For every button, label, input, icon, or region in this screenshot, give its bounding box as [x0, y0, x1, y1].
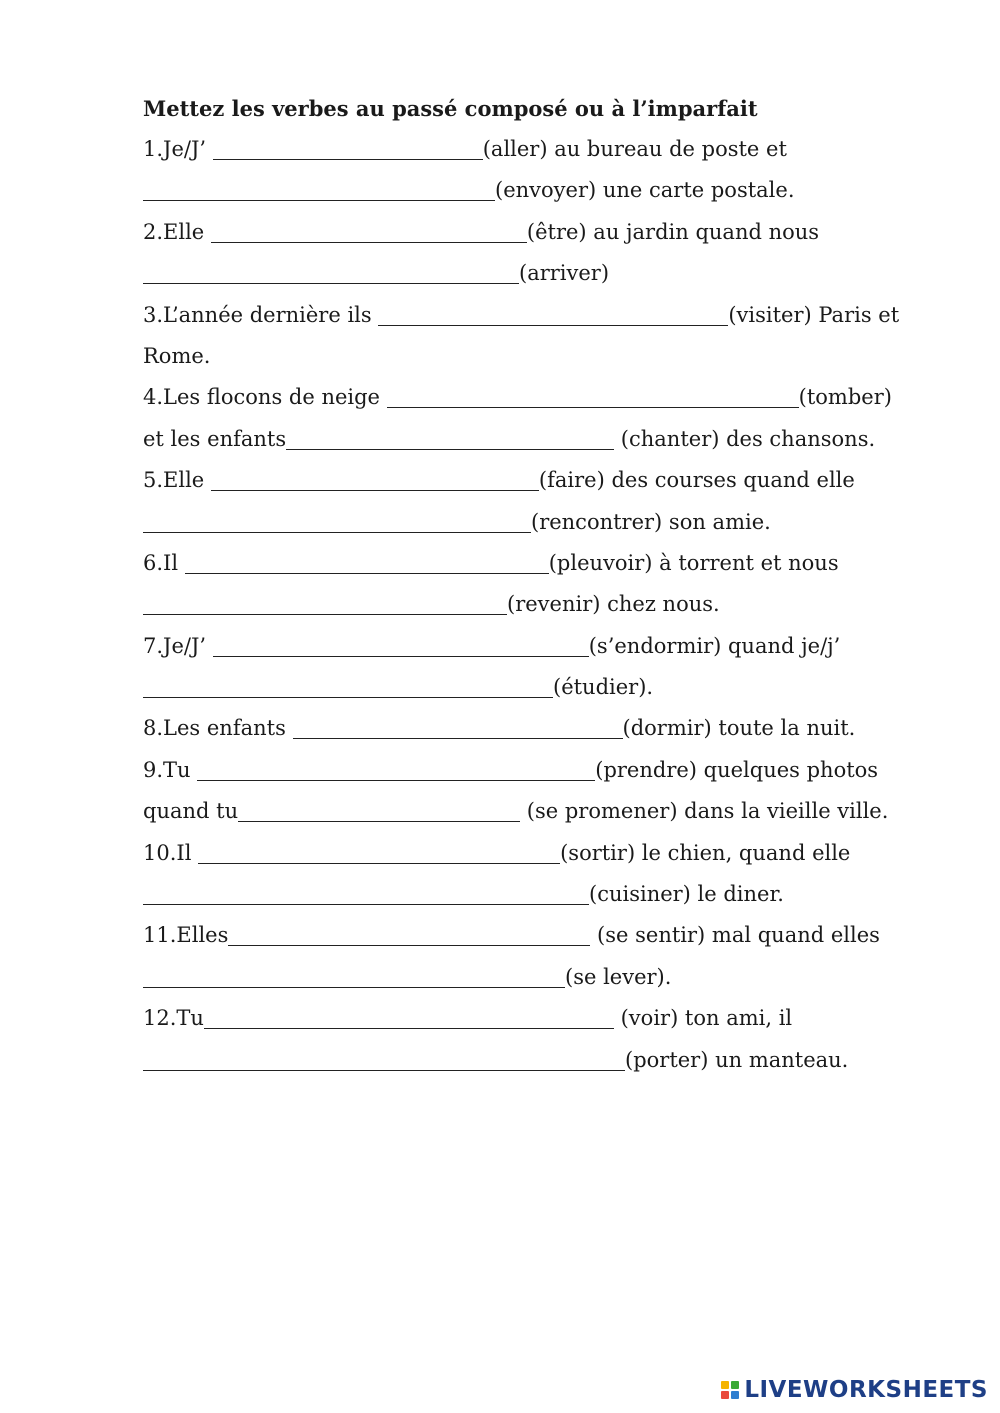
answer-blank[interactable] — [143, 175, 495, 201]
exercise-text: 3.L’année dernière ils — [143, 302, 379, 327]
exercise-6 — [143, 543, 943, 626]
exercise-9 — [143, 750, 943, 833]
verb-hint: (se promener) dans la vieille ville. — [520, 799, 889, 824]
logo-square-blue — [731, 1391, 739, 1399]
verb-hint: (se sentir) mal quand elles — [590, 923, 880, 948]
answer-blank[interactable] — [185, 548, 549, 574]
exercise-1 — [143, 129, 943, 212]
exercise-line — [143, 957, 943, 998]
answer-blank[interactable] — [378, 300, 728, 326]
exercise-text: 5.Elle — [143, 468, 211, 493]
exercise-8 — [143, 708, 943, 749]
exercise-line — [143, 460, 943, 501]
answer-blank[interactable] — [387, 382, 799, 408]
exercise-line — [143, 584, 943, 625]
answer-blank[interactable] — [211, 217, 527, 243]
answer-blank[interactable] — [213, 631, 589, 657]
answer-blank[interactable] — [143, 879, 589, 905]
exercise-line — [143, 419, 943, 460]
exercise-text: 4.Les flocons de neige — [143, 385, 387, 410]
exercise-line — [143, 129, 943, 170]
exercise-line — [143, 502, 943, 543]
exercise-3 — [143, 295, 943, 378]
liveworksheets-footer — [721, 1377, 988, 1403]
exercise-12 — [143, 998, 943, 1081]
exercise-text: 2.Elle — [143, 219, 211, 244]
exercise-10 — [143, 833, 943, 916]
exercise-line — [143, 833, 943, 874]
verb-hint: (étudier). — [553, 675, 654, 700]
answer-blank[interactable] — [228, 920, 590, 946]
verb-hint: (voir) ton ami, il — [613, 1006, 793, 1031]
exercise-line — [143, 1040, 943, 1081]
exercise-11 — [143, 915, 943, 998]
exercise-line — [143, 791, 943, 832]
exercise-4 — [143, 377, 943, 460]
verb-hint: (se lever). — [565, 964, 672, 989]
verb-hint: (être) au jardin quand nous — [526, 219, 820, 244]
exercise-2 — [143, 212, 943, 295]
exercise-line — [143, 170, 943, 211]
liveworksheets-brand: LIVEWORKSHEETS — [744, 1377, 988, 1403]
exercise-line — [143, 915, 943, 956]
exercise-text: Rome. — [143, 343, 211, 368]
verb-hint: (tomber) — [798, 385, 892, 410]
answer-blank[interactable] — [211, 465, 539, 491]
verb-hint: (visiter) Paris et — [728, 302, 900, 327]
exercise-line — [143, 667, 943, 708]
verb-hint: (envoyer) une carte postale. — [495, 178, 795, 203]
worksheet-title: Mettez les verbes au passé composé ou à l’imparfait — [143, 96, 758, 121]
answer-blank[interactable] — [238, 796, 520, 822]
answer-blank[interactable] — [143, 672, 553, 698]
exercise-text: et les enfants — [143, 426, 287, 451]
answer-blank[interactable] — [204, 1003, 614, 1029]
verb-hint: (pleuvoir) à torrent et nous — [548, 550, 839, 575]
exercise-list — [143, 129, 943, 1081]
exercise-line — [143, 295, 943, 336]
exercise-line — [143, 998, 943, 1039]
exercise-text: 1.Je/J’ — [143, 137, 213, 161]
exercise-text: 7.Je/J’ — [143, 633, 213, 658]
verb-hint: (aller) au bureau de poste et — [482, 137, 787, 161]
answer-blank[interactable] — [286, 424, 614, 450]
answer-blank[interactable] — [143, 589, 507, 615]
exercise-text: 12.Tu — [143, 1006, 204, 1031]
exercise-7 — [143, 626, 943, 709]
exercise-line — [143, 543, 943, 584]
exercise-line — [143, 253, 943, 294]
logo-square-red — [721, 1391, 729, 1399]
answer-blank[interactable] — [213, 134, 483, 160]
exercise-5 — [143, 460, 943, 543]
answer-blank[interactable] — [143, 258, 519, 284]
exercise-line — [143, 626, 943, 667]
verb-hint: (arriver) — [519, 261, 610, 286]
exercise-line — [143, 336, 943, 377]
answer-blank[interactable] — [293, 713, 623, 739]
exercise-line — [143, 708, 943, 749]
exercise-text: quand tu — [143, 799, 239, 824]
exercise-text: 11.Elles — [143, 923, 229, 948]
verb-hint: (faire) des courses quand elle — [538, 468, 855, 493]
answer-blank[interactable] — [143, 1045, 625, 1071]
logo-square-yellow — [721, 1381, 729, 1389]
exercise-text: 10.Il — [143, 840, 199, 865]
verb-hint: (sortir) le chien, quand elle — [560, 840, 851, 865]
verb-hint: (cuisiner) le diner. — [589, 882, 784, 907]
exercise-line — [143, 874, 943, 915]
exercise-text: 6.Il — [143, 550, 185, 575]
exercise-line — [143, 212, 943, 253]
logo-square-green — [731, 1381, 739, 1389]
exercise-line — [143, 750, 943, 791]
liveworksheets-logo-icon — [721, 1381, 739, 1399]
exercise-text: 9.Tu — [143, 757, 198, 782]
answer-blank[interactable] — [143, 962, 565, 988]
verb-hint: (s’endormir) quand je/j’ — [588, 633, 841, 658]
answer-blank[interactable] — [198, 838, 560, 864]
verb-hint: (prendre) quelques photos — [595, 757, 879, 782]
verb-hint: (rencontrer) son amie. — [531, 509, 771, 534]
verb-hint: (dormir) toute la nuit. — [622, 716, 856, 741]
answer-blank[interactable] — [197, 755, 595, 781]
exercise-line — [143, 377, 943, 418]
exercise-text: 8.Les enfants — [143, 716, 293, 741]
verb-hint: (porter) un manteau. — [625, 1047, 849, 1072]
answer-blank[interactable] — [143, 507, 531, 533]
worksheet — [143, 88, 943, 1081]
verb-hint: (chanter) des chansons. — [614, 426, 876, 451]
verb-hint: (revenir) chez nous. — [507, 592, 720, 617]
